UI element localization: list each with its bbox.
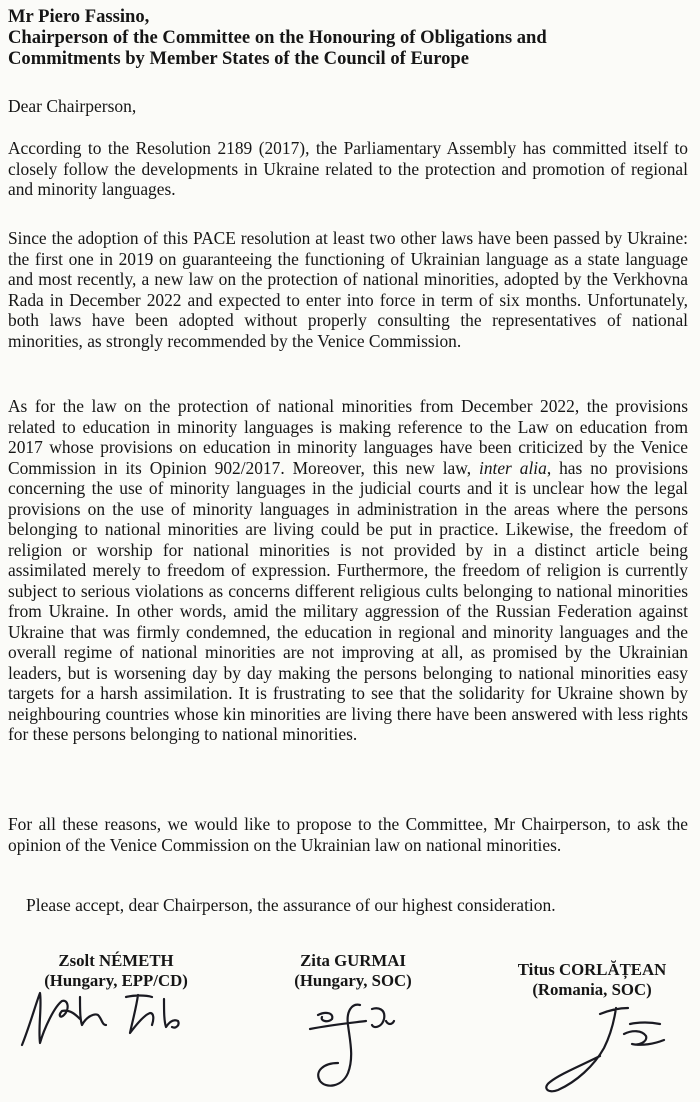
paragraph-3 (8, 396, 688, 745)
signature-2 (300, 995, 420, 1095)
paragraph-4: For all these reasons, we would like to propose to the Committee, Mr Chairperson, to ask the opinion of the Venice Commission on the Ukrainian law on national minorities. (8, 814, 688, 855)
signatory-3 (494, 960, 690, 1000)
signatory-2-affiliation: (Hungary, SOC) (294, 971, 412, 990)
signatory-1-affiliation: (Hungary, EPP/CD) (44, 971, 188, 990)
recipient-title-line-1: Chairperson of the Committee on the Honouring of Obligations and (8, 27, 547, 48)
recipient-block (8, 6, 692, 69)
signatory-1-name: Zsolt NÉMETH (58, 951, 174, 970)
paragraph-2: Since the adoption of this PACE resolution at least two other laws have been passed by Ukraine: the first one in 2019 on guaranteeing the functioning of Ukrainian language as a state language and most recently, a new law on the protection of national minorities, adopted by the Verkhovna Rada in December 2022 and expected to enter into force in term of six months. Unfortunately, both laws have been adopted without properly consulting the representatives of national minorities, as strongly recommended by the Venice Commission. (8, 228, 688, 351)
recipient-title-line-2: Commitments by Member States of the Council of Europe (8, 48, 470, 69)
signatory-2 (264, 951, 442, 991)
paragraph-3-part-2: , has no provisions concerning the use of minority languages in the judicial courts and it is unclear how the legal provisions on the use of minority languages in administration in the areas where the persons belonging to national minorities are living could be put in practice. Likewise, the freedom of religion or worship for national minorities is not provided by in a distinct article being assimilated merely to freedom of expression. Furthermore, the freedom of religion is currently subject to serious violations as concerns different religious cults belonging to national minorities from Ukraine. In other words, amid the military aggression of the Russian Federation against Ukraine that was firmly condemned, the education in regional and minority languages and the overall regime of national minorities are not improving at all, as promised by the Ukrainian leaders, but is worsening day by day making the persons belonging to national minorities easy targets for a harsh assimilation. It is frustrating to see that the solidarity for Ukraine shown by neighbouring countries whose kin minorities are living there have been answered with less rights for these persons belonging to national minorities. (8, 457, 689, 744)
signatory-2-name: Zita GURMAI (300, 951, 406, 970)
paragraph-1: According to the Resolution 2189 (2017), the Parliamentary Assembly has committed itself to closely follow the developments in Ukraine related to the protection and promotion of regional and minority languages. (8, 138, 688, 200)
signature-3 (520, 1000, 690, 1100)
signatory-3-name: Titus CORLĂȚEAN (517, 960, 667, 979)
closing-line: Please accept, dear Chairperson, the assurance of our highest consideration. (26, 895, 556, 915)
signature-1 (14, 985, 214, 1055)
salutation: Dear Chairperson, (8, 96, 137, 116)
recipient-name: Mr Piero Fassino, (8, 6, 150, 27)
paragraph-3-part-1: As for the law on the protection of national minorities from December 2022, the provisions related to education in minority languages is making reference to the Law on education from 2017 whose provisions on education in minority languages have been criticized by the Venice Commission in its Opinion 902/2017. Moreover, this new law, (8, 396, 688, 478)
signatory-3-affiliation: (Romania, SOC) (532, 980, 652, 999)
paragraph-3-emphasis: inter alia (478, 457, 547, 478)
